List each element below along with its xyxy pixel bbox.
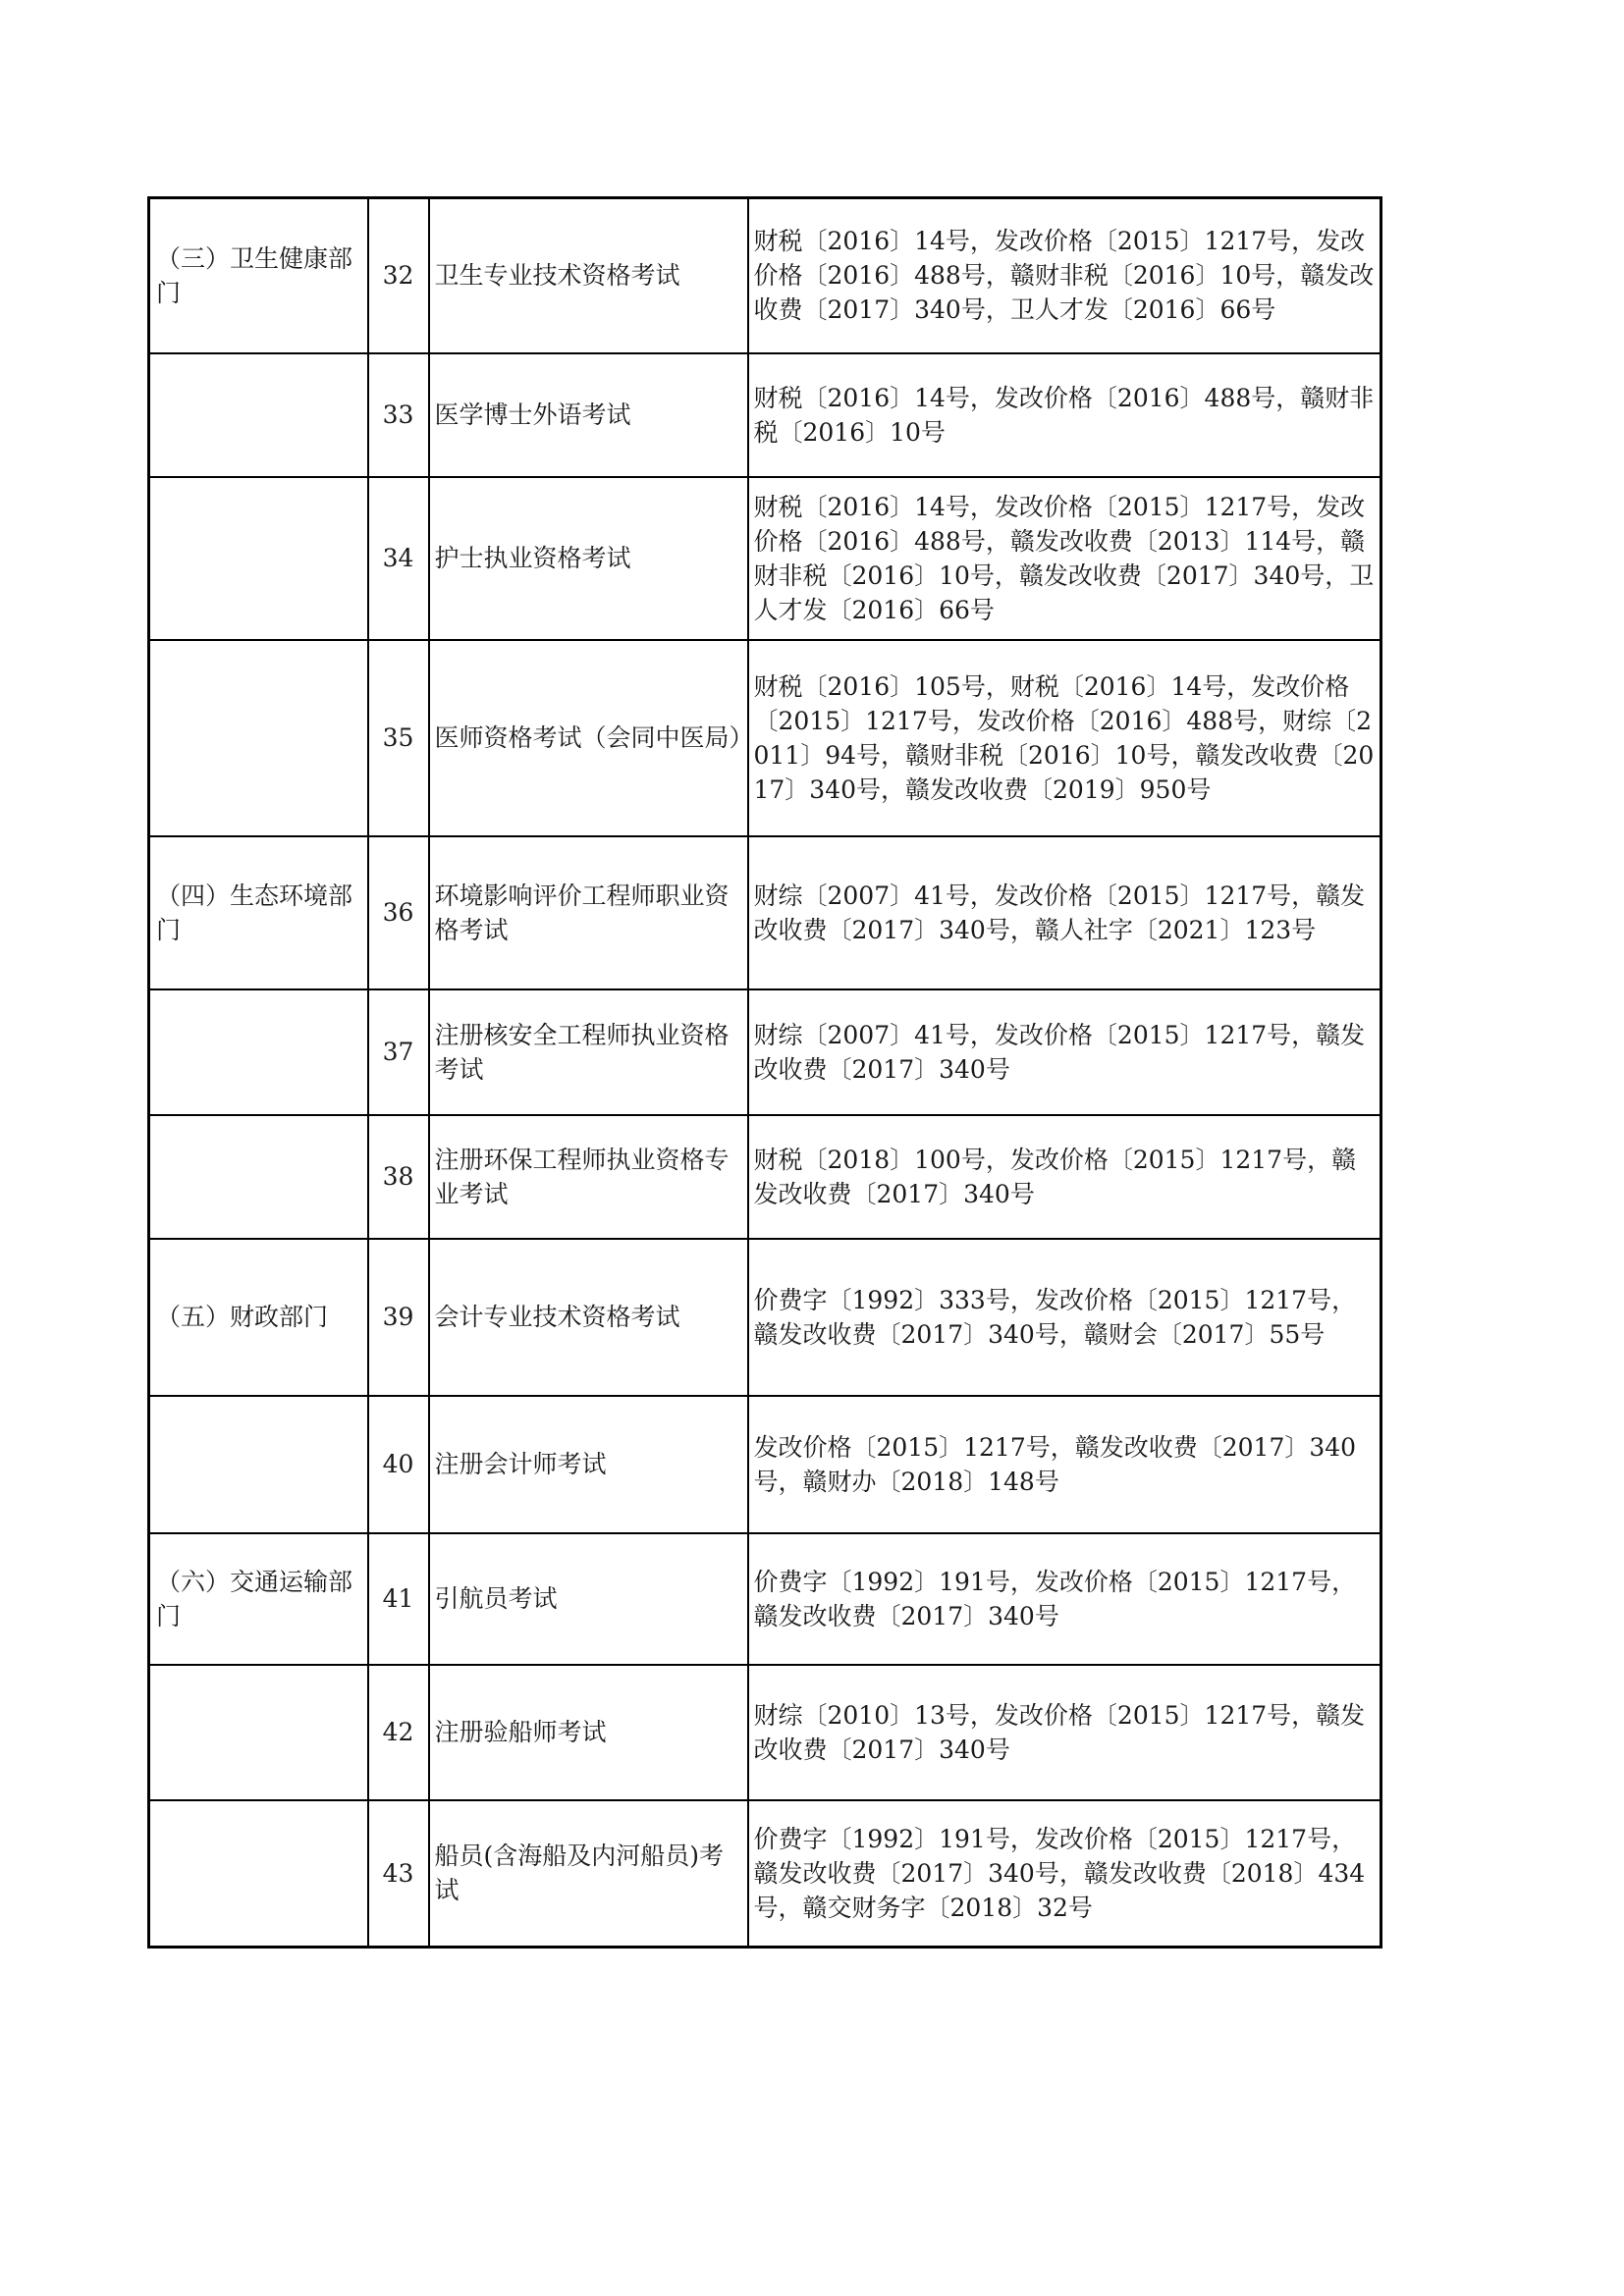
item-number-cell: 32 bbox=[368, 198, 429, 353]
exam-name-cell: 会计专业技术资格考试 bbox=[429, 1239, 748, 1396]
policy-basis-cell: 财综〔2010〕13号，发改价格〔2015〕1217号，赣发改收费〔2017〕340号 bbox=[748, 1665, 1381, 1800]
policy-basis-cell: 价费字〔1992〕333号，发改价格〔2015〕1217号，赣发改收费〔2017〕340号，赣财会〔2017〕55号 bbox=[748, 1239, 1381, 1396]
policy-basis-cell: 财税〔2016〕14号，发改价格〔2015〕1217号，发改价格〔2016〕488号，赣财非税〔2016〕10号，赣发改收费〔2017〕340号，卫人才发〔2016〕66号 bbox=[748, 198, 1381, 353]
department-cell bbox=[149, 1396, 368, 1533]
exam-name-cell: 医学博士外语考试 bbox=[429, 353, 748, 477]
table-row bbox=[149, 1239, 1381, 1396]
item-number-cell: 39 bbox=[368, 1239, 429, 1396]
table-row bbox=[149, 640, 1381, 836]
item-number-cell: 38 bbox=[368, 1115, 429, 1239]
table-row bbox=[149, 1533, 1381, 1665]
table-row bbox=[149, 989, 1381, 1115]
department-cell bbox=[149, 989, 368, 1115]
department-cell: （六）交通运输部门 bbox=[149, 1533, 368, 1665]
fee-basis-table bbox=[147, 196, 1382, 1949]
item-number-cell: 34 bbox=[368, 477, 429, 640]
item-number-cell: 42 bbox=[368, 1665, 429, 1800]
policy-basis-cell: 财综〔2007〕41号，发改价格〔2015〕1217号，赣发改收费〔2017〕340号 bbox=[748, 989, 1381, 1115]
department-cell: （五）财政部门 bbox=[149, 1239, 368, 1396]
department-cell: （四）生态环境部门 bbox=[149, 836, 368, 989]
table-row bbox=[149, 1115, 1381, 1239]
exam-name-cell: 护士执业资格考试 bbox=[429, 477, 748, 640]
department-cell bbox=[149, 1665, 368, 1800]
department-cell bbox=[149, 477, 368, 640]
policy-basis-cell: 价费字〔1992〕191号，发改价格〔2015〕1217号，赣发改收费〔2017〕340号 bbox=[748, 1533, 1381, 1665]
exam-name-cell: 注册环保工程师执业资格专业考试 bbox=[429, 1115, 748, 1239]
exam-name-cell: 环境影响评价工程师职业资格考试 bbox=[429, 836, 748, 989]
item-number-cell: 35 bbox=[368, 640, 429, 836]
table-row bbox=[149, 836, 1381, 989]
department-cell bbox=[149, 353, 368, 477]
exam-name-cell: 注册会计师考试 bbox=[429, 1396, 748, 1533]
table-row bbox=[149, 1800, 1381, 1948]
policy-basis-cell: 发改价格〔2015〕1217号，赣发改收费〔2017〕340号，赣财办〔2018〕148号 bbox=[748, 1396, 1381, 1533]
department-cell bbox=[149, 640, 368, 836]
item-number-cell: 40 bbox=[368, 1396, 429, 1533]
policy-basis-cell: 财税〔2018〕100号，发改价格〔2015〕1217号，赣发改收费〔2017〕340号 bbox=[748, 1115, 1381, 1239]
department-cell: （三）卫生健康部门 bbox=[149, 198, 368, 353]
table-row bbox=[149, 353, 1381, 477]
department-cell bbox=[149, 1800, 368, 1948]
item-number-cell: 37 bbox=[368, 989, 429, 1115]
table-row bbox=[149, 1665, 1381, 1800]
item-number-cell: 36 bbox=[368, 836, 429, 989]
policy-basis-cell: 财综〔2007〕41号，发改价格〔2015〕1217号，赣发改收费〔2017〕340号，赣人社字〔2021〕123号 bbox=[748, 836, 1381, 989]
table-row bbox=[149, 1396, 1381, 1533]
exam-name-cell: 医师资格考试（会同中医局） bbox=[429, 640, 748, 836]
department-cell bbox=[149, 1115, 368, 1239]
exam-name-cell: 注册核安全工程师执业资格考试 bbox=[429, 989, 748, 1115]
policy-basis-cell: 价费字〔1992〕191号，发改价格〔2015〕1217号，赣发改收费〔2017〕340号，赣发改收费〔2018〕434号，赣交财务字〔2018〕32号 bbox=[748, 1800, 1381, 1948]
policy-basis-cell: 财税〔2016〕14号，发改价格〔2015〕1217号，发改价格〔2016〕488号，赣发改收费〔2013〕114号，赣财非税〔2016〕10号，赣发改收费〔2017〕340号，卫人才发〔2016〕66号 bbox=[748, 477, 1381, 640]
item-number-cell: 33 bbox=[368, 353, 429, 477]
exam-name-cell: 船员(含海船及内河船员)考试 bbox=[429, 1800, 748, 1948]
exam-name-cell: 注册验船师考试 bbox=[429, 1665, 748, 1800]
policy-basis-cell: 财税〔2016〕105号，财税〔2016〕14号，发改价格〔2015〕1217号，发改价格〔2016〕488号，财综〔2011〕94号，赣财非税〔2016〕10号，赣发改收费〔2017〕340号，赣发改收费〔2019〕950号 bbox=[748, 640, 1381, 836]
exam-name-cell: 卫生专业技术资格考试 bbox=[429, 198, 748, 353]
exam-name-cell: 引航员考试 bbox=[429, 1533, 748, 1665]
item-number-cell: 43 bbox=[368, 1800, 429, 1948]
policy-basis-cell: 财税〔2016〕14号，发改价格〔2016〕488号，赣财非税〔2016〕10号 bbox=[748, 353, 1381, 477]
item-number-cell: 41 bbox=[368, 1533, 429, 1665]
table-row bbox=[149, 477, 1381, 640]
table-row bbox=[149, 198, 1381, 353]
